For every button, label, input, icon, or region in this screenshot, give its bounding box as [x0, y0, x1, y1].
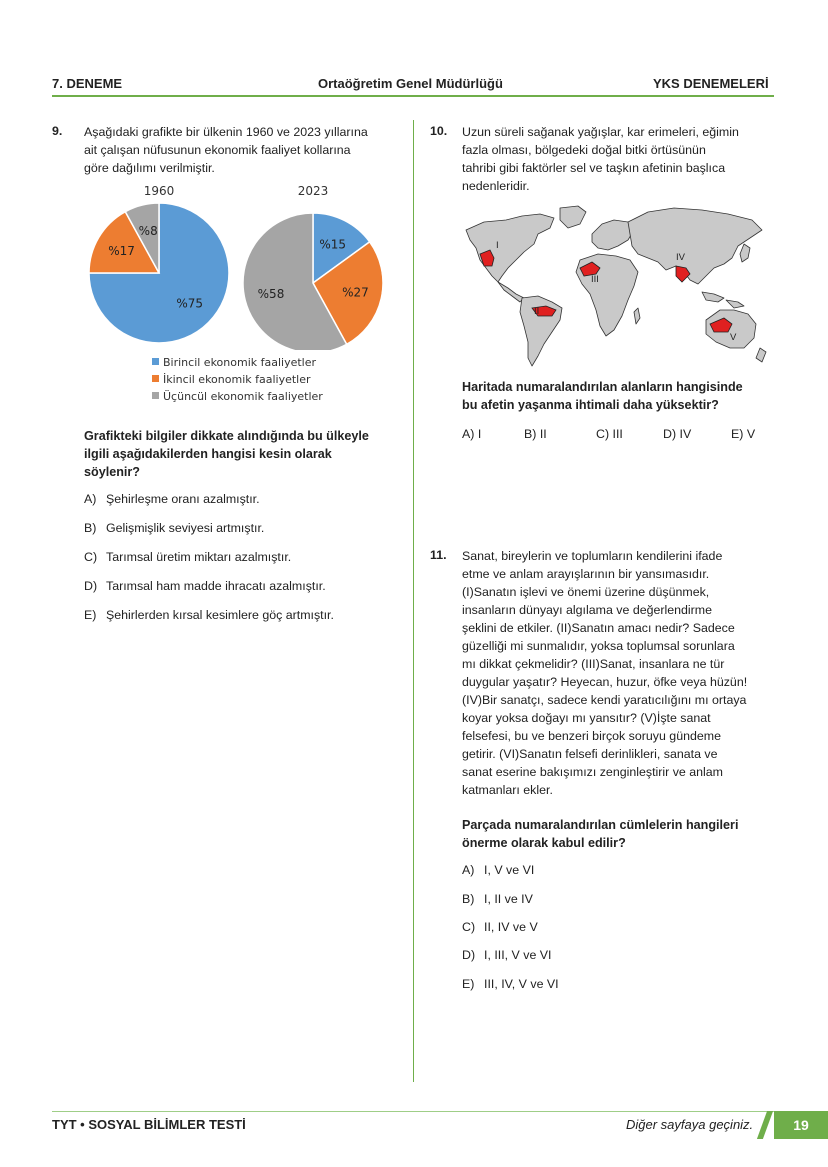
world-map-graphic: [462, 202, 772, 372]
pie-slice-label: %75: [176, 296, 204, 311]
q11-stem-line: koyar yoksa doğayı mı yansıtır? (V)İşte sanat: [462, 711, 711, 725]
legend-swatch: [152, 375, 159, 382]
pie-charts: [80, 180, 400, 350]
column-divider: [413, 120, 414, 1082]
map-label-iv: IV: [676, 252, 685, 263]
q10-option-d[interactable]: D) IV: [663, 427, 692, 441]
q11-question-line: önerme olarak kabul edilir?: [462, 836, 626, 850]
q11-stem-line: getirir. (VI)Sanatın felsefi derinlikleri, sanata ve: [462, 747, 718, 761]
q9-option-a[interactable]: A) Şehirleşme oranı azalmıştır.: [84, 492, 260, 506]
q9-number: 9.: [52, 124, 63, 138]
q11-option-a[interactable]: A) I, V ve VI: [462, 863, 535, 877]
q10-question-line: Haritada numaralandırılan alanların hangisinde: [462, 380, 743, 394]
q11-option-d[interactable]: D) I, III, V ve VI: [462, 948, 552, 962]
q9-question-line: söylenir?: [84, 465, 140, 479]
page-number-box: [774, 1111, 828, 1139]
map-label-v: V: [730, 332, 737, 343]
footer-slash: [757, 1111, 773, 1139]
q10-option-b[interactable]: B) II: [524, 427, 547, 441]
q9-option-c[interactable]: C) Tarımsal üretim miktarı azalmıştır.: [84, 550, 292, 564]
q9-stem-line: göre dağılımı verilmiştir.: [84, 161, 215, 175]
q10-stem-line: tahribi gibi faktörler sel ve taşkın afetinin başlıca: [462, 161, 726, 175]
q9-stem-line: Aşağıdaki grafikte bir ülkenin 1960 ve 2023 yıllarına: [84, 125, 368, 139]
pie-title: 2023: [297, 184, 329, 198]
q11-number: 11.: [430, 548, 447, 562]
q9-stem-line: ait çalışan nüfusunun ekonomik faaliyet kollarına: [84, 143, 351, 157]
page-number: 19: [793, 1117, 809, 1133]
footer-test-name: TYT • SOSYAL BİLİMLER TESTİ: [52, 1117, 246, 1132]
q11-stem-line: şeklini de etkiler. (II)Sanatın amacı nedir? Sadece: [462, 621, 735, 635]
q11-stem-line: mı dikkat çekmelidir? (III)Sanat, insanlara ne tür: [462, 657, 725, 671]
map-label-iii: III: [591, 274, 599, 285]
q9-option-b[interactable]: B) Gelişmişlik seviyesi artmıştır.: [84, 521, 265, 535]
q11-stem: [462, 547, 747, 799]
map-label-i: I: [496, 240, 499, 251]
q9-question-line: ilgili aşağıdakilerden hangisi kesin olarak: [84, 447, 332, 461]
q9-question: [84, 427, 369, 481]
pie-slice-label: %17: [108, 243, 135, 258]
pie-slice-label: %15: [319, 237, 347, 252]
map-label-ii: II: [534, 306, 540, 317]
q11-question: [462, 816, 738, 852]
q10-option-c[interactable]: C) III: [596, 427, 623, 441]
footer-next-page: Diğer sayfaya geçiniz.: [626, 1117, 754, 1132]
q11-stem-line: etme ve anlam arayışlarının bir yansımasıdır.: [462, 567, 710, 581]
q11-stem-line: Sanat, bireylerin ve toplumların kendilerini ifade: [462, 549, 723, 563]
q10-stem-line: nedenleridir.: [462, 179, 530, 193]
q10-question: [462, 378, 743, 414]
pie-slice-label: %27: [342, 285, 369, 300]
q11-option-b[interactable]: B) I, II ve IV: [462, 892, 533, 906]
header-center: Ortaöğretim Genel Müdürlüğü: [318, 76, 503, 91]
q11-stem-line: katmanları ekler.: [462, 783, 553, 797]
q11-stem-line: güzelliği mi sunmalıdır, yoksa toplumsal sorunlara: [462, 639, 735, 653]
q9-option-e[interactable]: E) Şehirlerden kırsal kesimlere göç artmıştır.: [84, 608, 334, 622]
q10-number: 10.: [430, 124, 448, 138]
q10-stem-line: Uzun süreli sağanak yağışlar, kar erimeleri, eğimin: [462, 125, 739, 139]
q11-stem-line: felsefesi, bu ve benzeri birçok soruyu gündeme: [462, 729, 721, 743]
footer-divider: [52, 1111, 774, 1112]
pie-slice-label: %8: [138, 224, 158, 238]
legend-swatch: [152, 392, 159, 399]
q10-option-a[interactable]: A) I: [462, 427, 482, 441]
q11-stem-line: insanların dünyayı algılama ve değerlendirme: [462, 603, 713, 617]
pie-slice-label: %58: [257, 286, 285, 301]
q9-stem: [84, 123, 368, 177]
q11-option-e[interactable]: E) III, IV, V ve VI: [462, 977, 559, 991]
world-map: [462, 202, 772, 372]
q11-stem-line: sanat eserine bakışımızı zenginleştirir ve anlam: [462, 765, 724, 779]
pie-title: 1960: [143, 184, 175, 198]
q11-option-c[interactable]: C) II, IV ve V: [462, 920, 538, 934]
q9-question-line: Grafikteki bilgiler dikkate alındığında bu ülkeyle: [84, 429, 369, 443]
q11-question-line: Parçada numaralandırılan cümlelerin hangileri: [462, 818, 739, 832]
q10-option-e[interactable]: E) V: [731, 427, 756, 441]
q9-option-d[interactable]: D) Tarımsal ham madde ihracatı azalmıştır.: [84, 579, 326, 593]
legend-item-secondary: İkincil ekonomik faaliyetler: [152, 373, 311, 386]
header-left: 7. DENEME: [52, 76, 123, 91]
q11-stem-line: duygular yaşatır? Heyecan, huzur, öfke veya hüzün!: [462, 675, 748, 689]
header-right: YKS DENEMELERİ: [653, 76, 769, 91]
q10-stem-line: fazla olması, bölgedeki doğal bitki örtüsünün: [462, 143, 706, 157]
q11-stem-line: (IV)Bir sanatçı, sadece kendi yaratıcılığını mı ortaya: [462, 693, 747, 707]
q10-question-line: bu afetin yaşanma ihtimali daha yüksektir?: [462, 398, 719, 412]
q10-stem: [462, 123, 739, 195]
legend-item-tertiary: Üçüncül ekonomik faaliyetler: [152, 390, 323, 403]
q11-stem-line: (I)Sanatın işlevi ve önemi üzerine düşünmek,: [462, 585, 710, 599]
legend-item-primary: Birincil ekonomik faaliyetler: [152, 356, 316, 369]
header-divider: [52, 95, 774, 97]
legend-swatch: [152, 358, 159, 365]
